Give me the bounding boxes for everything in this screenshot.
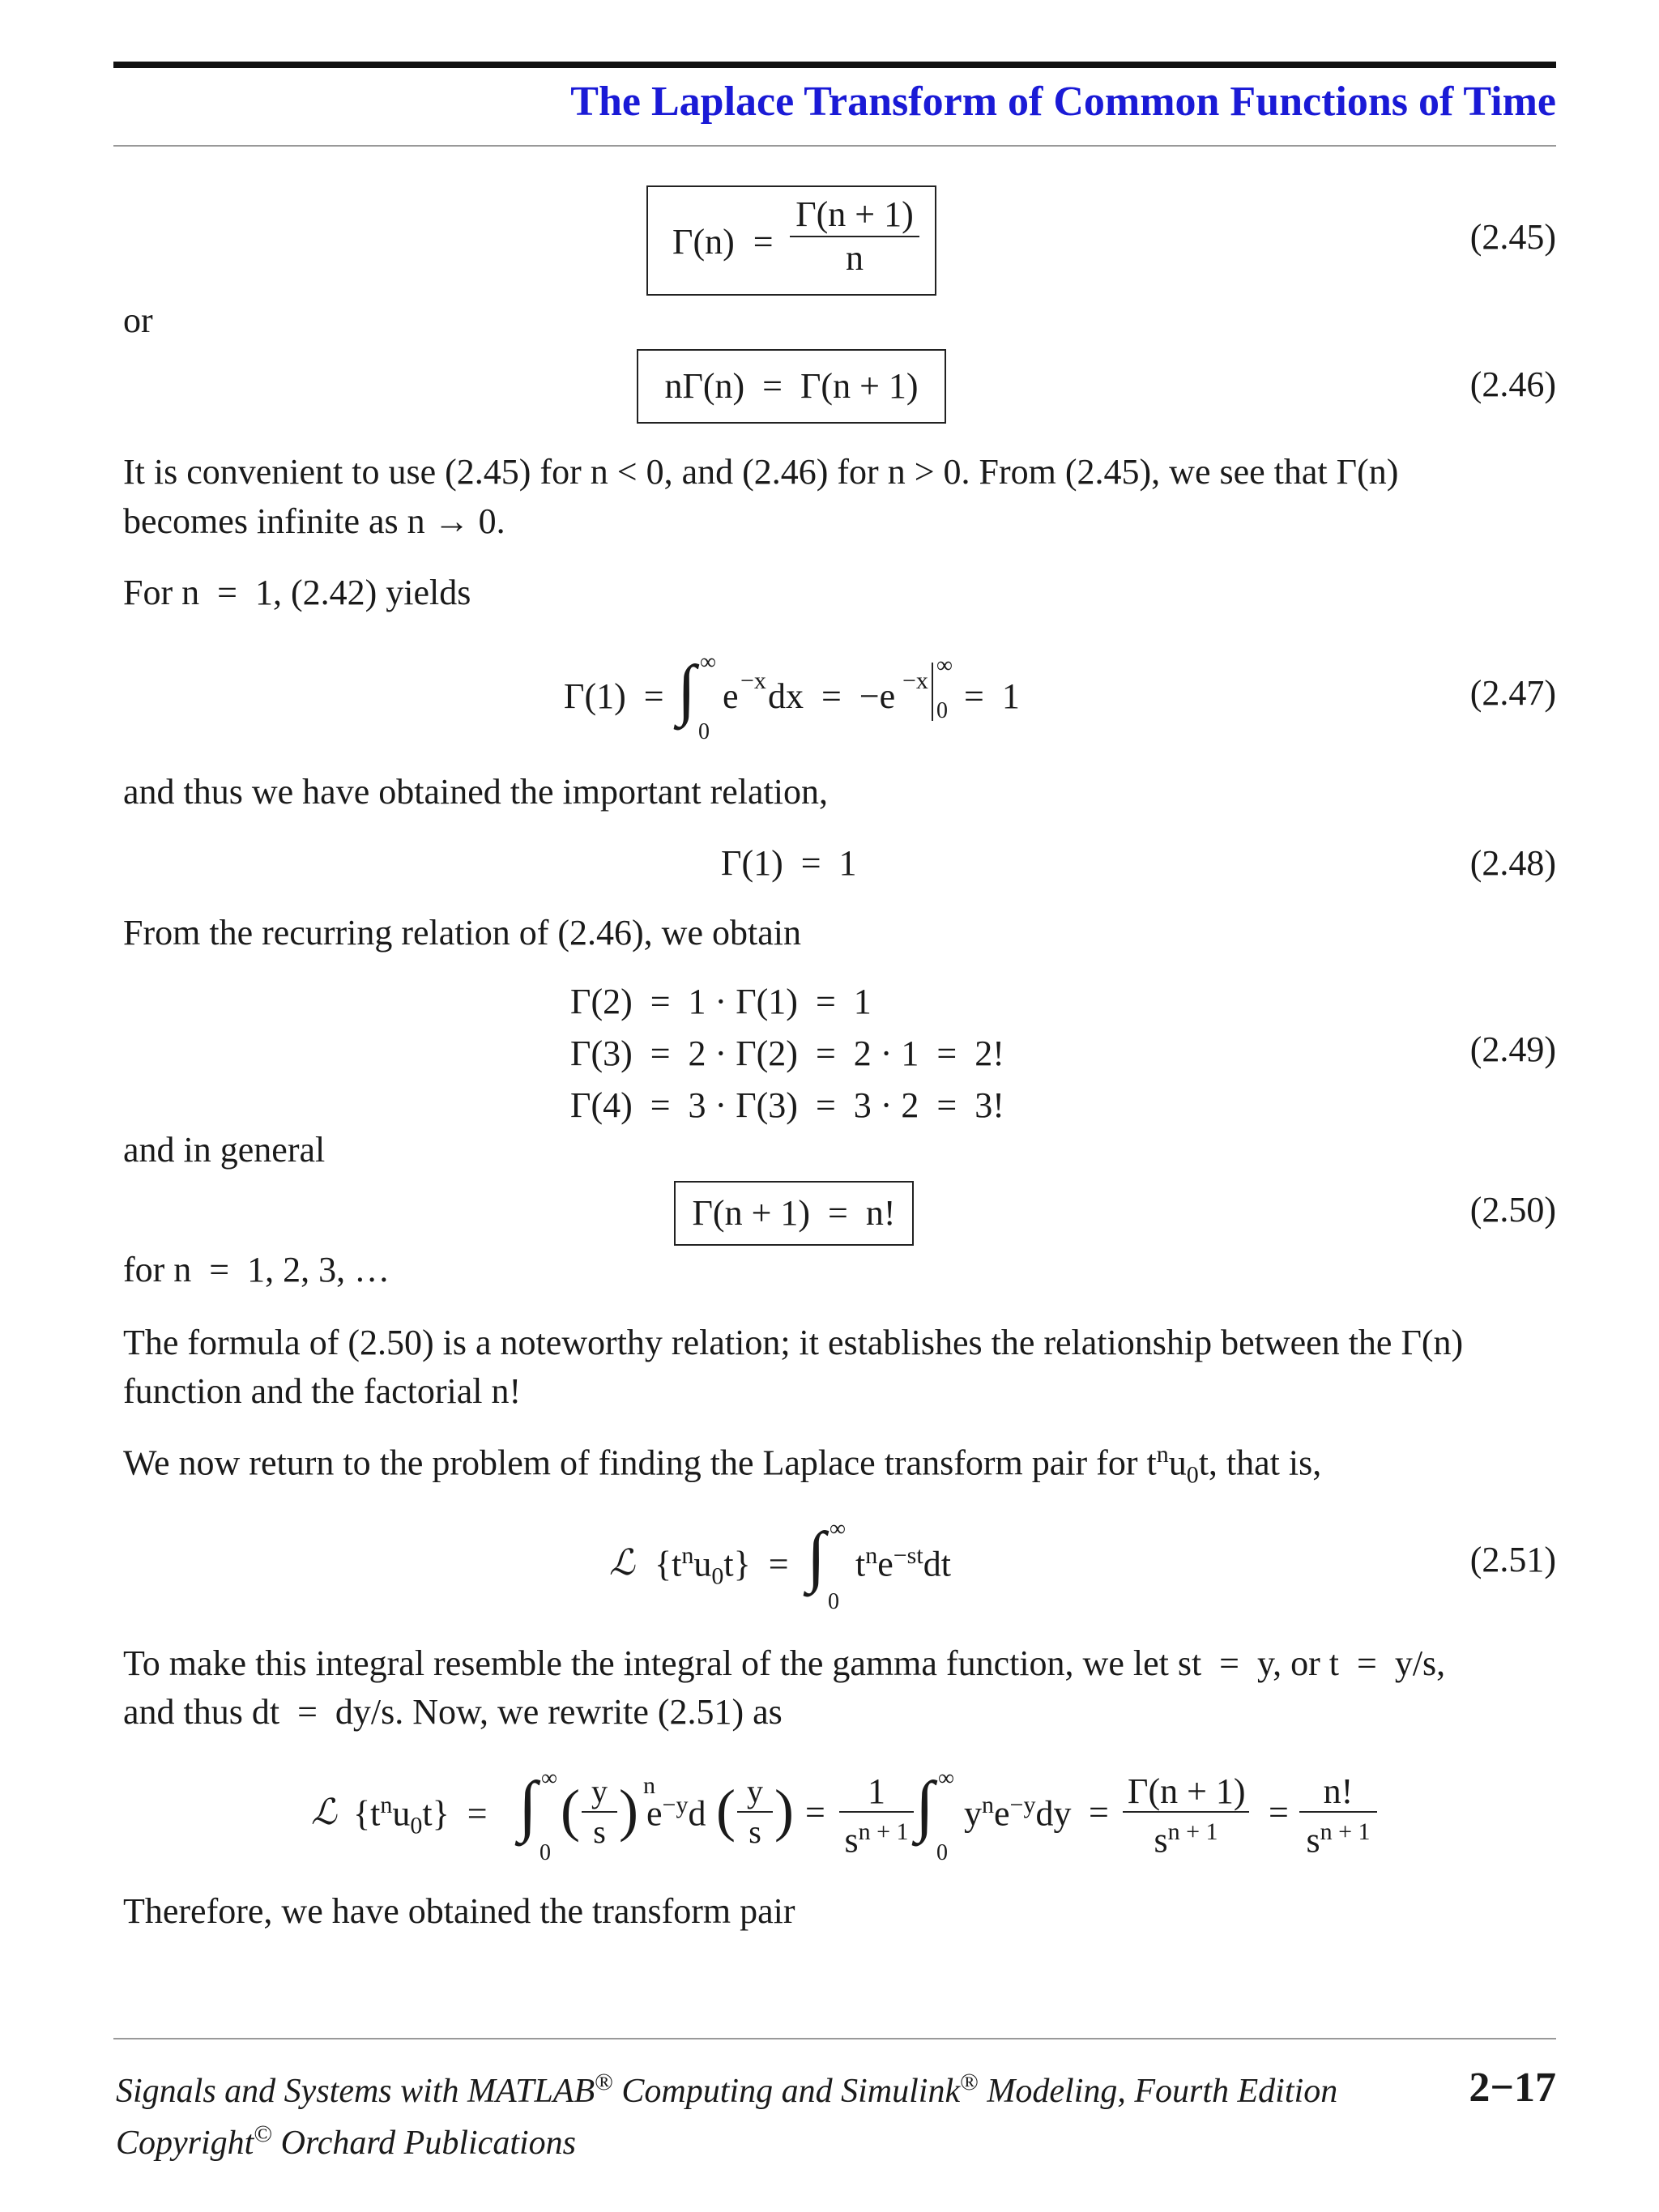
equation-rewrite-2-51 bbox=[311, 1766, 1380, 1863]
copyright-icon: © bbox=[254, 2120, 273, 2147]
eq245-lhs: Γ(n) bbox=[672, 222, 735, 262]
eq245-denominator: n bbox=[846, 238, 864, 278]
rewrite-lower-limit: 0 bbox=[539, 1840, 551, 1865]
eq247-mid: dx = −e bbox=[768, 676, 896, 716]
integral-sign-icon: ∫ bbox=[807, 1519, 826, 1594]
paragraph-therefore: Therefore, we have obtained the transform pair bbox=[123, 1891, 795, 1931]
equation-2-48: Γ(1) = 1 bbox=[721, 843, 857, 883]
evaluation-bar bbox=[932, 663, 933, 721]
right-paren-icon: ) bbox=[774, 1778, 794, 1843]
eq247-upper-limit: ∞ bbox=[700, 650, 716, 675]
eq-label-2-46: (2.46) bbox=[1469, 364, 1556, 404]
para8-pre: We now return to the problem of finding the Laplace transform pair for t bbox=[123, 1443, 1157, 1483]
integral-sign-icon: ∫ bbox=[915, 1768, 935, 1843]
left-paren-icon: ( bbox=[561, 1778, 580, 1843]
eq245-equals: = bbox=[753, 222, 774, 262]
paragraph-important-relation: and thus we have obtained the important relation, bbox=[123, 772, 828, 812]
eq-label-2-50: (2.50) bbox=[1469, 1190, 1556, 1230]
paragraph-gamma-resemble-line1: To make this integral resemble the integral of the gamma function, we let st = y, or t = y/s, bbox=[123, 1643, 1446, 1683]
eq247-bar-lower: 0 bbox=[936, 698, 948, 723]
eq251-lower-limit: 0 bbox=[828, 1589, 839, 1614]
right-paren-icon: ) bbox=[619, 1778, 638, 1843]
paragraph-convenient-line2: becomes infinite as n → 0. bbox=[123, 501, 505, 541]
eq247-exp2: −x bbox=[902, 667, 928, 694]
eq245-fraction bbox=[790, 194, 919, 279]
paragraph-gamma-resemble-line2: and thus dt = dy/s. Now, we rewrite (2.51) as bbox=[123, 1692, 783, 1732]
eq247-body: e bbox=[723, 676, 739, 716]
header-top-rule bbox=[113, 62, 1556, 68]
eq251-integrand: $t^ne^{-st}dt$ bbox=[855, 1542, 951, 1584]
eq-label-2-49: (2.49) bbox=[1469, 1029, 1556, 1069]
rewrite-frac-y-over-s-2: $\frac{y}{s}$ bbox=[737, 1772, 773, 1852]
eq246-content: nΓ(n) = Γ(n + 1) bbox=[664, 366, 919, 406]
integral-sign-icon: ∫ bbox=[677, 652, 697, 727]
eq247-lhs: Γ(1) = bbox=[564, 676, 664, 716]
equation-2-50-box bbox=[674, 1181, 914, 1246]
para8-mid: u bbox=[1168, 1443, 1187, 1483]
footer-rule bbox=[113, 2038, 1556, 2039]
rewrite-frac-1-over-s: $\frac{1}{s^{n + 1}}$ bbox=[839, 1772, 914, 1860]
eq251-upper-limit: ∞ bbox=[830, 1516, 846, 1541]
page-header-title: The Laplace Transform of Common Functions of Time bbox=[570, 79, 1556, 125]
eq247-rhs: = 1 bbox=[964, 676, 1020, 716]
rewrite-eq3: = bbox=[1089, 1792, 1109, 1832]
rewrite-upper-limit: ∞ bbox=[541, 1766, 557, 1791]
paragraph-in-general: and in general bbox=[123, 1130, 326, 1170]
footer-copyright: Copyright© Orchard Publications bbox=[116, 2120, 577, 2162]
eq247-lower-limit: 0 bbox=[698, 719, 710, 744]
para8-sup: n bbox=[1156, 1441, 1169, 1468]
para8-post: t, that is, bbox=[1198, 1443, 1322, 1483]
equation-2-45-box bbox=[646, 185, 936, 296]
eq247-exp1: −x bbox=[740, 667, 766, 694]
footer-book-title: Signals and Systems with MATLAB® Computing and Simulink® Modeling, Fourth Edition bbox=[116, 2069, 1338, 2110]
rewrite-eq2: = bbox=[805, 1792, 825, 1832]
eq249-line-1: Γ(2) = 1 · Γ(1) = 1 bbox=[570, 982, 872, 1021]
eq-label-2-45: (2.45) bbox=[1469, 217, 1556, 257]
rewrite-power-n: n bbox=[643, 1772, 655, 1799]
equation-2-46-box bbox=[637, 349, 946, 424]
header-bottom-rule bbox=[113, 145, 1556, 147]
rewrite-exp: $e^{-y}d$ bbox=[646, 1792, 706, 1834]
laplace-script-L-icon: ℒ bbox=[609, 1543, 635, 1583]
eq250-content: Γ(n + 1) = n! bbox=[692, 1193, 896, 1233]
equation-2-49 bbox=[570, 976, 1004, 1132]
rewrite-upper-limit-2: ∞ bbox=[938, 1766, 954, 1791]
equation-2-51 bbox=[609, 1516, 1030, 1614]
eq-label-2-47: (2.47) bbox=[1469, 673, 1556, 713]
eq-label-2-51: (2.51) bbox=[1469, 1540, 1556, 1579]
rewrite-eq4: = bbox=[1269, 1792, 1289, 1832]
rewrite-lower-limit-2: 0 bbox=[936, 1840, 948, 1865]
paragraph-noteworthy-line2: function and the factorial n! bbox=[123, 1371, 522, 1411]
eq251-lhs: $\{t^nu_0t\}$ = bbox=[655, 1542, 789, 1590]
paragraph-for-n-values: for n = 1, 2, 3, … bbox=[123, 1250, 390, 1289]
page-number: 2−17 bbox=[1469, 2065, 1556, 2111]
eq-label-2-48: (2.48) bbox=[1469, 843, 1556, 883]
eq247-bar-upper: ∞ bbox=[936, 653, 953, 678]
eq249-line-3: Γ(4) = 3 · Γ(3) = 3 · 2 = 3! bbox=[570, 1085, 1004, 1125]
registered-icon: ® bbox=[960, 2069, 979, 2095]
rewrite-frac-y-over-s: $\frac{y}{s}$ bbox=[582, 1772, 617, 1852]
laplace-script-L-icon: ℒ bbox=[311, 1792, 337, 1832]
paragraph-laplace-pair bbox=[123, 1430, 1321, 1499]
para8-sub: 0 bbox=[1186, 1461, 1199, 1489]
eq249-line-2: Γ(3) = 2 · Γ(2) = 2 · 1 = 2! bbox=[570, 1034, 1004, 1073]
integral-sign-icon: ∫ bbox=[518, 1768, 538, 1843]
rewrite-frac-nfact: $\frac{n!}{s^{n + 1}}$ bbox=[1299, 1772, 1377, 1860]
paragraph-convenient-line1: It is convenient to use (2.45) for n < 0, and (2.46) for n > 0. From (2.45), we see that Γ(n) bbox=[123, 452, 1399, 492]
eq245-numerator: Γ(n + 1) bbox=[790, 194, 919, 237]
rewrite-frac-gamma: $\frac{\Gamma(n + 1)}{s^{n + 1}}$ bbox=[1123, 1772, 1249, 1860]
paragraph-noteworthy-line1: The formula of (2.50) is a noteworthy relation; it establishes the relationship between the Γ(n) bbox=[123, 1323, 1464, 1362]
text-or: or bbox=[123, 300, 153, 340]
left-paren-icon: ( bbox=[716, 1778, 736, 1843]
paragraph-for-n-1: For n = 1, (2.42) yields bbox=[123, 573, 471, 612]
paragraph-recurring-relation: From the recurring relation of (2.46), we obtain bbox=[123, 913, 801, 953]
registered-icon: ® bbox=[595, 2069, 613, 2095]
rewrite-lhs: $\{t^nu_0t\}$ = bbox=[353, 1792, 488, 1839]
rewrite-integrand-2: $y^ne^{-y}dy$ bbox=[964, 1792, 1072, 1834]
